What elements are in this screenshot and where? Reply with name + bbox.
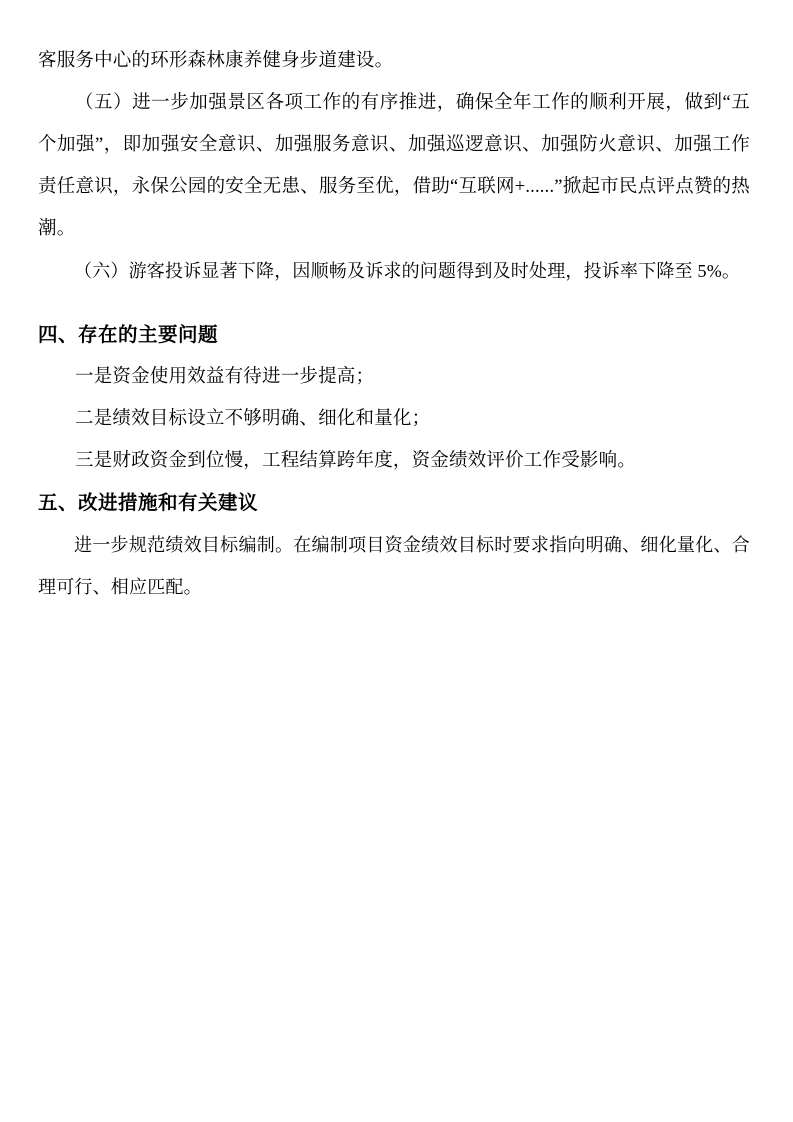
section-heading-four: 四、存在的主要问题 — [38, 323, 219, 346]
paragraph-item-five: （五）进一步加强景区各项工作的有序推进，确保全年工作的顺利开展，做到“五个加强”，即加强安全意识、加强服务意识、加强巡逻意识、加强防火意识、加强工作责任意识，永保公园的安全无患、服务至优，借助“互联网+......”掀起市民点评点赞的热潮。 — [38, 93, 750, 239]
document-body — [38, 40, 750, 608]
section-heading-five: 五、改进措施和有关建议 — [38, 491, 259, 514]
paragraph-continuation: 客服务中心的环形森林康养健身步道建设。 — [38, 51, 394, 71]
paragraph-problem-two: 二是绩效目标设立不够明确、细化和量化； — [75, 409, 431, 429]
paragraph-suggestion-one: 进一步规范绩效目标编制。在编制项目资金绩效目标时要求指向明确、细化量化、合理可行、相应匹配。 — [38, 535, 750, 597]
paragraph-item-six: （六）游客投诉显著下降，因顺畅及诉求的问题得到及时处理，投诉率下降至 5%。 — [74, 261, 741, 281]
paragraph-problem-three: 三是财政资金到位慢，工程结算跨年度，资金绩效评价工作受影响。 — [75, 451, 637, 471]
paragraph-problem-one: 一是资金使用效益有待进一步提高； — [75, 367, 375, 387]
